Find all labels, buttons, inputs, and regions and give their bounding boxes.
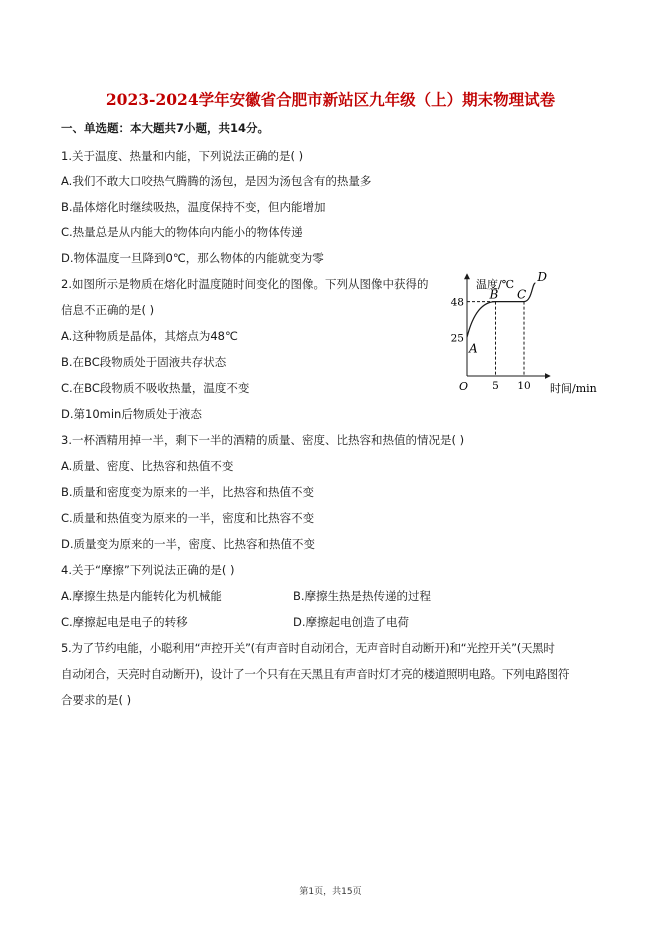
question-3-option-d: D.质量变为原来的一半，密度、比热容和热值不变 (61, 537, 316, 551)
x-axis-label: 时间/min (550, 382, 597, 395)
question-2-option-a: A.这种物质是晶体，其熔点为48℃ (61, 329, 238, 343)
question-2-option-c: C.在BC段物质不吸收热量，温度不变 (61, 381, 250, 395)
point-label-b: B (489, 287, 499, 302)
question-4-option-c: C.摩擦起电是电子的转移 (61, 615, 188, 629)
question-1-option-c: C.热量总是从内能大的物体向内能小的物体传递 (61, 225, 303, 239)
question-1-stem: 1.关于温度、热量和内能，下列说法正确的是( ) (61, 149, 304, 163)
question-1-option-d: D.物体温度一旦降到0℃，那么物体的内能就变为零 (61, 251, 324, 265)
y-tick-label: 48 (450, 296, 464, 309)
question-4-option-a: A.摩擦生热是内能转化为机械能 (61, 589, 222, 603)
section-heading: 一、单选题：本大题共7小题，共14分。 (61, 121, 270, 135)
question-3-stem: 3.一杯酒精用掉一半，剩下一半的酒精的质量、密度、比热容和热值的情况是( ) (61, 433, 465, 447)
question-4-stem: 4.关于“摩擦”下列说法正确的是( ) (61, 563, 235, 577)
question-2-option-b: B.在BC段物质处于固液共存状态 (61, 355, 227, 369)
point-label-d: D (537, 270, 548, 284)
question-1-option-a: A.我们不敢大口咬热气腾腾的汤包，是因为汤包含有的热量多 (61, 174, 372, 188)
question-5-line3: 合要求的是( ) (61, 693, 132, 707)
question-4-option-d: D.摩擦起电创造了电荷 (293, 615, 410, 629)
question-2-stem-line2: 信息不正确的是( ) (61, 303, 155, 317)
page-footer: 第1页，共15页 (299, 887, 362, 897)
point-label-c: C (517, 287, 527, 302)
question-3-option-b: B.质量和密度变为原来的一半，比热容和热值不变 (61, 485, 315, 499)
melting-curve-chart (440, 268, 610, 403)
point-label-a: A (469, 341, 478, 356)
question-5-line1: 5.为了节约电能，小聪利用“声控开关”(有声音时自动闭合，无声音时自动断开)和“光控开关”(天黑时 (61, 641, 555, 655)
question-4-option-b: B.摩擦生热是热传递的过程 (293, 589, 432, 603)
x-tick-label: 10 (517, 380, 531, 392)
page-title: 2023-2024学年安徽省合肥市新站区九年级（上）期末物理试卷 (105, 90, 556, 109)
x-tick-label: 5 (492, 380, 499, 392)
question-2-stem-line1: 2.如图所示是物质在熔化时温度随时间变化的图像。下列从图像中获得的 (61, 277, 429, 291)
question-5-line2: 自动闭合，天亮时自动断开)，设计了一个只有在天黑且有声音时灯才亮的楼道照明电路。下列电路图符 (61, 667, 570, 681)
question-3-option-a: A.质量、密度、比热容和热值不变 (61, 459, 234, 473)
question-1-option-b: B.晶体熔化时继续吸热，温度保持不变，但内能增加 (61, 200, 326, 214)
question-2-option-d: D.第10min后物质处于液态 (61, 407, 202, 421)
question-3-option-c: C.质量和热值变为原来的一半，密度和比热容不变 (61, 511, 315, 525)
y-axis-label: 温度/℃ (476, 278, 515, 291)
y-tick-label: 25 (450, 332, 464, 345)
origin-label: O (459, 380, 469, 393)
